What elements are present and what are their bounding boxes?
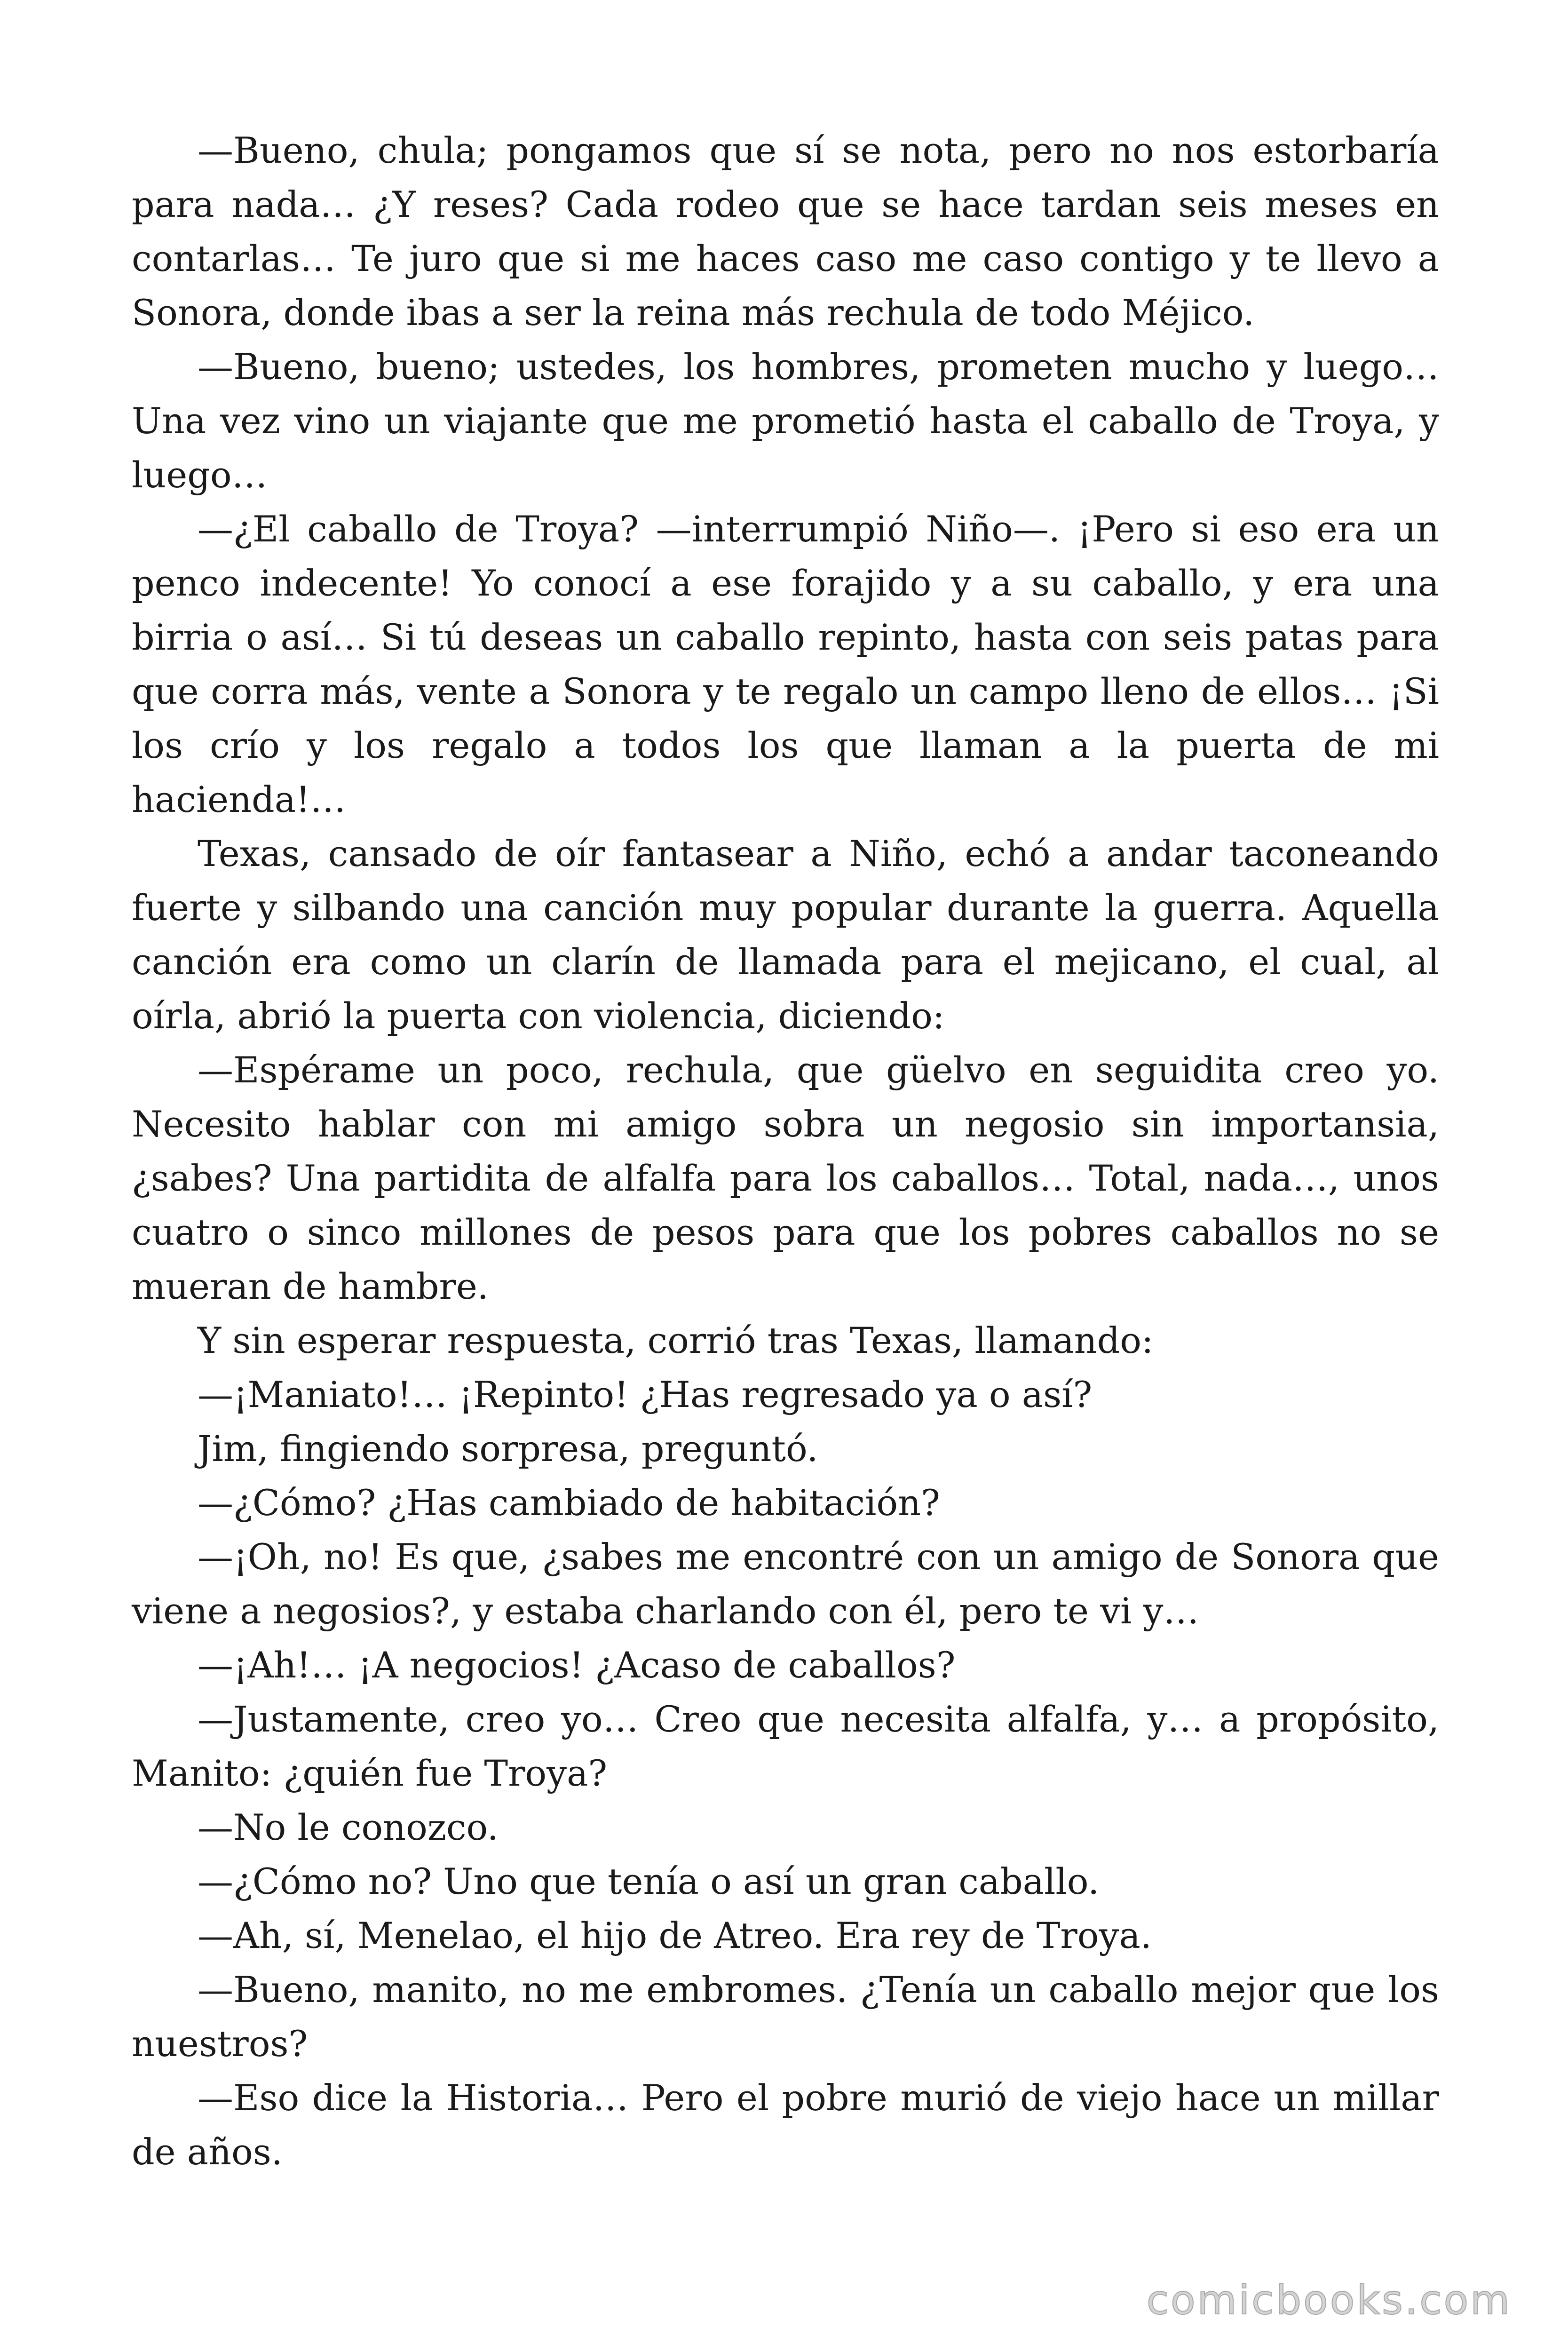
paragraph: —Eso dice la Historia… Pero el pobre murió de viejo hace un millar de años. bbox=[132, 2077, 1439, 2173]
paragraph: —Bueno, bueno; ustedes, los hombres, prometen mucho y luego… Una vez vino un viajante que me prometió hasta el caballo de Troya, y luego… bbox=[132, 346, 1439, 496]
paragraph: —¿El caballo de Troya? —interrumpió Niño—. ¡Pero si eso era un penco indecente! Yo conocí a ese forajido y a su caballo, y era una birria o así… Si tú deseas un caballo repinto, hasta con seis patas para que corra más, vente a Sonora y te regalo un campo lleno de ellos… ¡Si los crío y los regalo a todos los que llaman a la puerta de mi hacienda!… bbox=[132, 508, 1439, 820]
watermark: comicbooks.com bbox=[1146, 2277, 1512, 2324]
paragraph: —No le conozco. bbox=[198, 1806, 499, 1848]
paragraph: Y sin esperar respuesta, corrió tras Texas, llamando: bbox=[198, 1319, 1154, 1361]
paragraph: —Bueno, chula; pongamos que sí se nota, pero no nos estorbaría para nada… ¿Y reses? Cada rodeo que se hace tardan seis meses en contarlas… Te juro que si me haces caso me caso contigo y te llevo a Sonora, donde ibas a ser la reina más rechula de todo Méjico. bbox=[132, 129, 1439, 334]
paragraph: —Ah, sí, Menelao, el hijo de Atreo. Era rey de Troya. bbox=[198, 1915, 1152, 1956]
paragraph: —¡Ah!… ¡A negocios! ¿Acaso de caballos? bbox=[198, 1644, 956, 1686]
paragraph: Jim, fingiendo sorpresa, preguntó. bbox=[198, 1428, 818, 1470]
paragraph: —Justamente, creo yo… Creo que necesita alfalfa, y… a propósito, Manito: ¿quién fue Troya? bbox=[132, 1698, 1439, 1794]
paragraph: —¿Cómo? ¿Has cambiado de habitación? bbox=[198, 1482, 940, 1524]
paragraph: —Bueno, manito, no me embromes. ¿Tenía un caballo mejor que los nuestros? bbox=[132, 1969, 1439, 2065]
paragraph: —¡Maniato!… ¡Repinto! ¿Has regresado ya o así? bbox=[198, 1374, 1093, 1415]
paragraph: Texas, cansado de oír fantasear a Niño, echó a andar taconeando fuerte y silbando una canción muy popular durante la guerra. Aquella canción era como un clarín de llamada para el mejicano, el cual, al oírla, abrió la puerta con violencia, diciendo: bbox=[132, 833, 1439, 1037]
paragraph: —Espérame un poco, rechula, que güelvo en seguidita creo yo. Necesito hablar con mi amigo sobra un negosio sin importansia, ¿sabes? Una partidita de alfalfa para los caballos… Total, nada…, unos cuatro o sinco millones de pesos para que los pobres caballos no se mueran de hambre. bbox=[132, 1049, 1439, 1307]
paragraph: —¡Oh, no! Es que, ¿sabes me encontré con un amigo de Sonora que viene a negosios?, y estaba charlando con él, pero te vi y… bbox=[132, 1536, 1439, 1632]
paragraph: —¿Cómo no? Uno que tenía o así un gran caballo. bbox=[198, 1860, 1100, 1902]
page-body bbox=[132, 123, 1439, 2179]
